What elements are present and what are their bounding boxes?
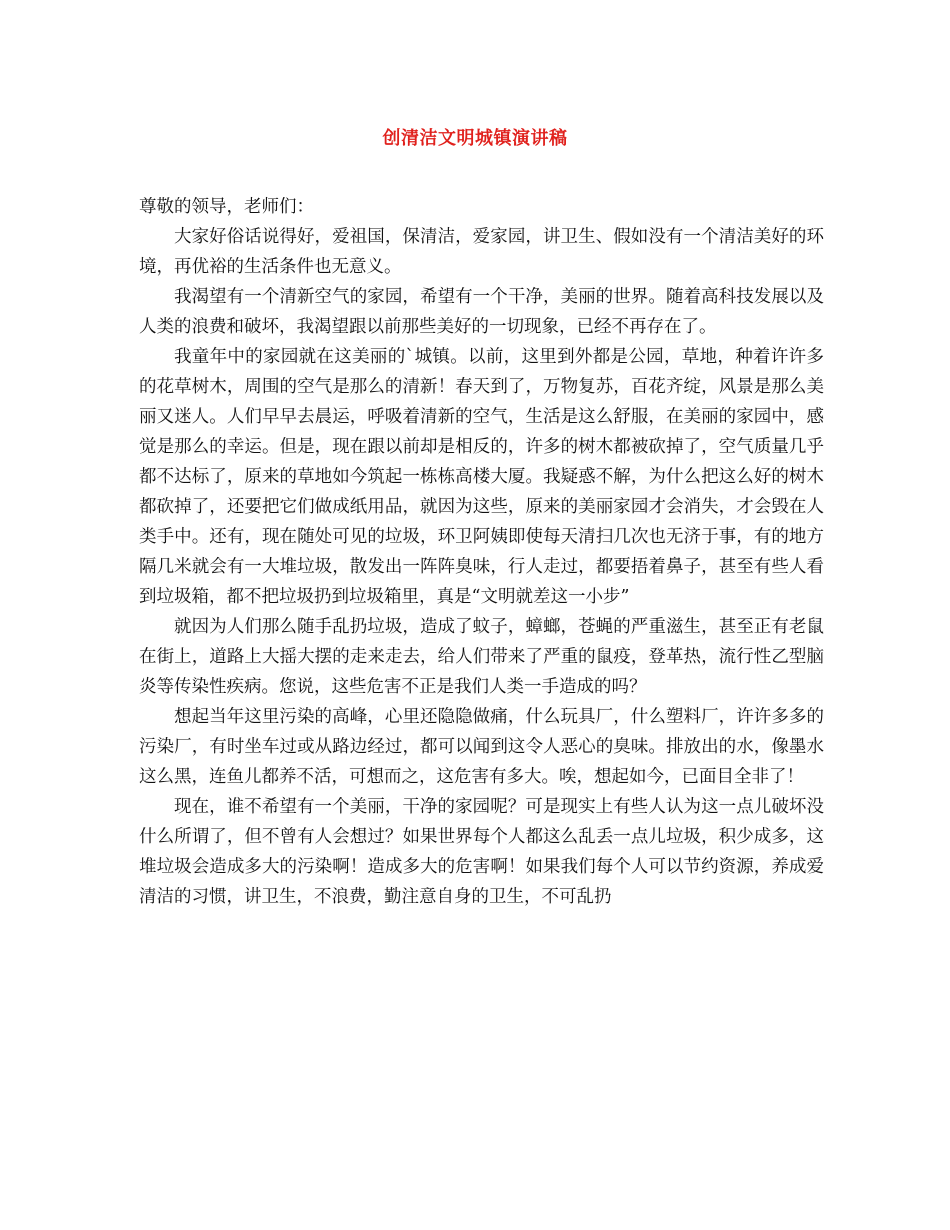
paragraph: 现在，谁不希望有一个美丽，干净的家园呢？可是现实上有些人认为这一点儿破坏没什么所谓了，但不曾有人会想过？如果世界每个人都这么乱丢一点儿垃圾，积少成多，这堆垃圾会造成多大的污染啊！造成多大的危害啊！如果我们每个人可以节约资源，养成爱清洁的习惯，讲卫生，不浪费，勤注意自身的卫生，不可乱扔	[139, 797, 824, 907]
paragraph: 想起当年这里污染的高峰，心里还隐隐做痛，什么玩具厂，什么塑料厂，许许多多的污染厂，有时坐车过或从路边经过，都可以闻到这令人恶心的臭味。排放出的水，像墨水这么黑，连鱼儿都养不活，可想而之，这危害有多大。唉，想起如今，已面目全非了！	[139, 707, 824, 787]
greeting-line: 尊敬的领导，老师们：	[139, 197, 314, 217]
paragraph: 我童年中的家园就在这美丽的`城镇。以前，这里到外都是公园，草地，种着许许多的花草树木，周围的空气是那么的清新！春天到了，万物复苏，百花齐绽，风景是那么美丽又迷人。人们早早去晨运，呼吸着清新的空气，生活是这么舒服，在美丽的家园中，感觉是那么的幸运。但是，现在跟以前却是相反的，许多的树木都被砍掉了，空气质量几乎都不达标了，原来的草地如今筑起一栋栋高楼大厦。我疑惑不解，为什么把这么好的树木都砍掉了，还要把它们做成纸用品，就因为这些，原来的美丽家园才会消失，才会毁在人类手中。还有，现在随处可见的垃圾，环卫阿姨即使每天清扫几次也无济于事，有的地方隔几米就会有一大堆垃圾，散发出一阵阵臭味，行人走过，都要捂着鼻子，甚至有些人看到垃圾箱，都不把垃圾扔到垃圾箱里，真是“文明就差这一小步”	[139, 347, 824, 607]
paragraph: 我渴望有一个清新空气的家园，希望有一个干净，美丽的世界。随着高科技发展以及人类的浪费和破坏，我渴望跟以前那些美好的一切现象，已经不再存在了。	[139, 287, 824, 337]
paragraph: 大家好俗话说得好，爱祖国，保清洁，爱家园，讲卫生、假如没有一个清洁美好的环境，再优裕的生活条件也无意义。	[139, 227, 824, 277]
document-body	[139, 192, 824, 912]
paragraph: 就因为人们那么随手乱扔垃圾，造成了蚊子，蟑螂，苍蝇的严重滋生，甚至正有老鼠在街上，道路上大摇大摆的走来走去，给人们带来了严重的鼠疫，登革热，流行性乙型脑炎等传染性疾病。您说，这些危害不正是我们人类一手造成的吗？	[139, 617, 824, 697]
document-title: 创清洁文明城镇演讲稿	[382, 128, 568, 149]
